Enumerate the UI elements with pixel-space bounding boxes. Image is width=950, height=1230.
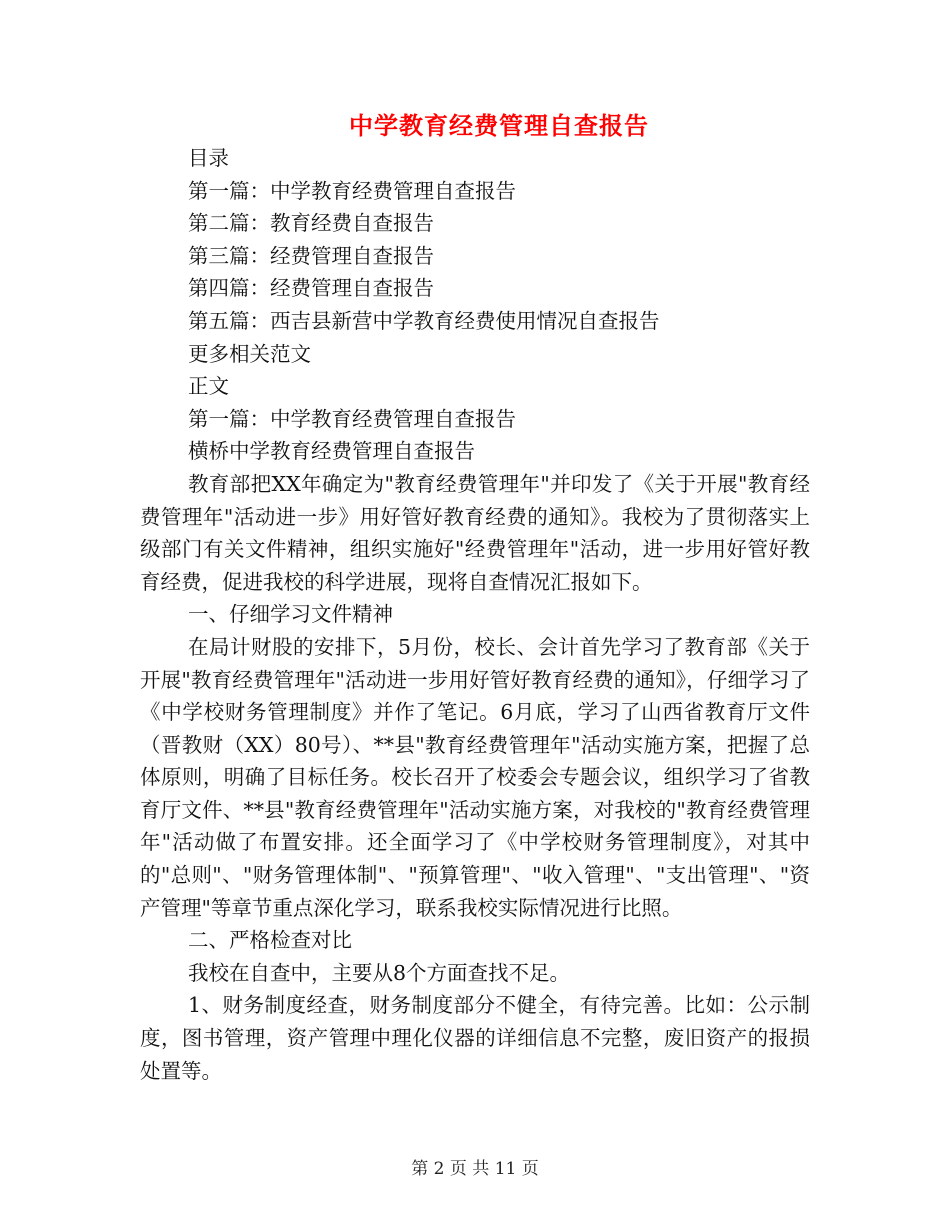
body-heading: 正文 [188,374,229,399]
section-heading-inspection: 二、严格检查对比 [188,928,352,953]
toc-item: 第五篇：西吉县新营中学教育经费使用情况自查报告 [188,308,660,333]
section-heading-study: 一、仔细学习文件精神 [188,602,393,627]
toc-item: 第一篇：中学教育经费管理自查报告 [188,178,516,203]
page-number-footer: 第 2 页 共 11 页 [411,1159,539,1179]
paragraph-study: 在局计财股的安排下，5月份，校长、会计首先学习了教育部《关于开展"教育经费管理年"活动进一步用好管好教育经费的通知》，仔细学习了《中学校财务管理制度》并作了笔记。6月底，学习了山西省教育厅文件（晋教财（XX）80号）、**县"教育经费管理年"活动实施方案，把握了总体原则，明确了目标任务。校长召开了校委会专题会议，组织学习了省教育厅文件、**县"教育经费管理年"活动实施方案，对我校的"教育经费管理年"活动做了布置安排。还全面学习了《中学校财务管理制度》，对其中的"总则"、"财务管理体制"、"预算管理"、"收入管理"、"支出管理"、"资产管理"等章节重点深化学习，联系我校实际情况进行比照。 [140,634,810,920]
toc-item: 第四篇：经费管理自查报告 [188,276,434,301]
paragraph-inspection-intro: 我校在自查中，主要从8个方面查找不足。 [188,960,571,985]
more-related-heading: 更多相关范文 [188,341,311,366]
paragraph-finance-system: 1、财务制度经查，财务制度部分不健全，有待完善。比如：公示制度，图书管理，资产管理中理化仪器的详细信息不完整，废旧资产的报损处置等。 [140,993,810,1083]
chapter-title: 第一篇：中学教育经费管理自查报告 [188,406,516,431]
paragraph-intro: 教育部把XX年确定为"教育经费管理年"并印发了《关于开展"教育经费管理年"活动进一步》用好管好教育经费的通知》。我校为了贯彻落实上级部门有关文件精神，组织实施好"经费管理年"活动，进一步用好管好教育经费，促进我校的科学进展，现将自查情况汇报如下。 [140,471,810,594]
document-title: 中学教育经费管理自查报告 [349,112,649,140]
toc-item: 第三篇：经费管理自查报告 [188,243,434,268]
report-title: 横桥中学教育经费管理自查报告 [188,439,475,464]
toc-heading: 目录 [188,146,229,170]
toc-item: 第二篇：教育经费自查报告 [188,211,434,236]
document-body [140,142,810,1087]
